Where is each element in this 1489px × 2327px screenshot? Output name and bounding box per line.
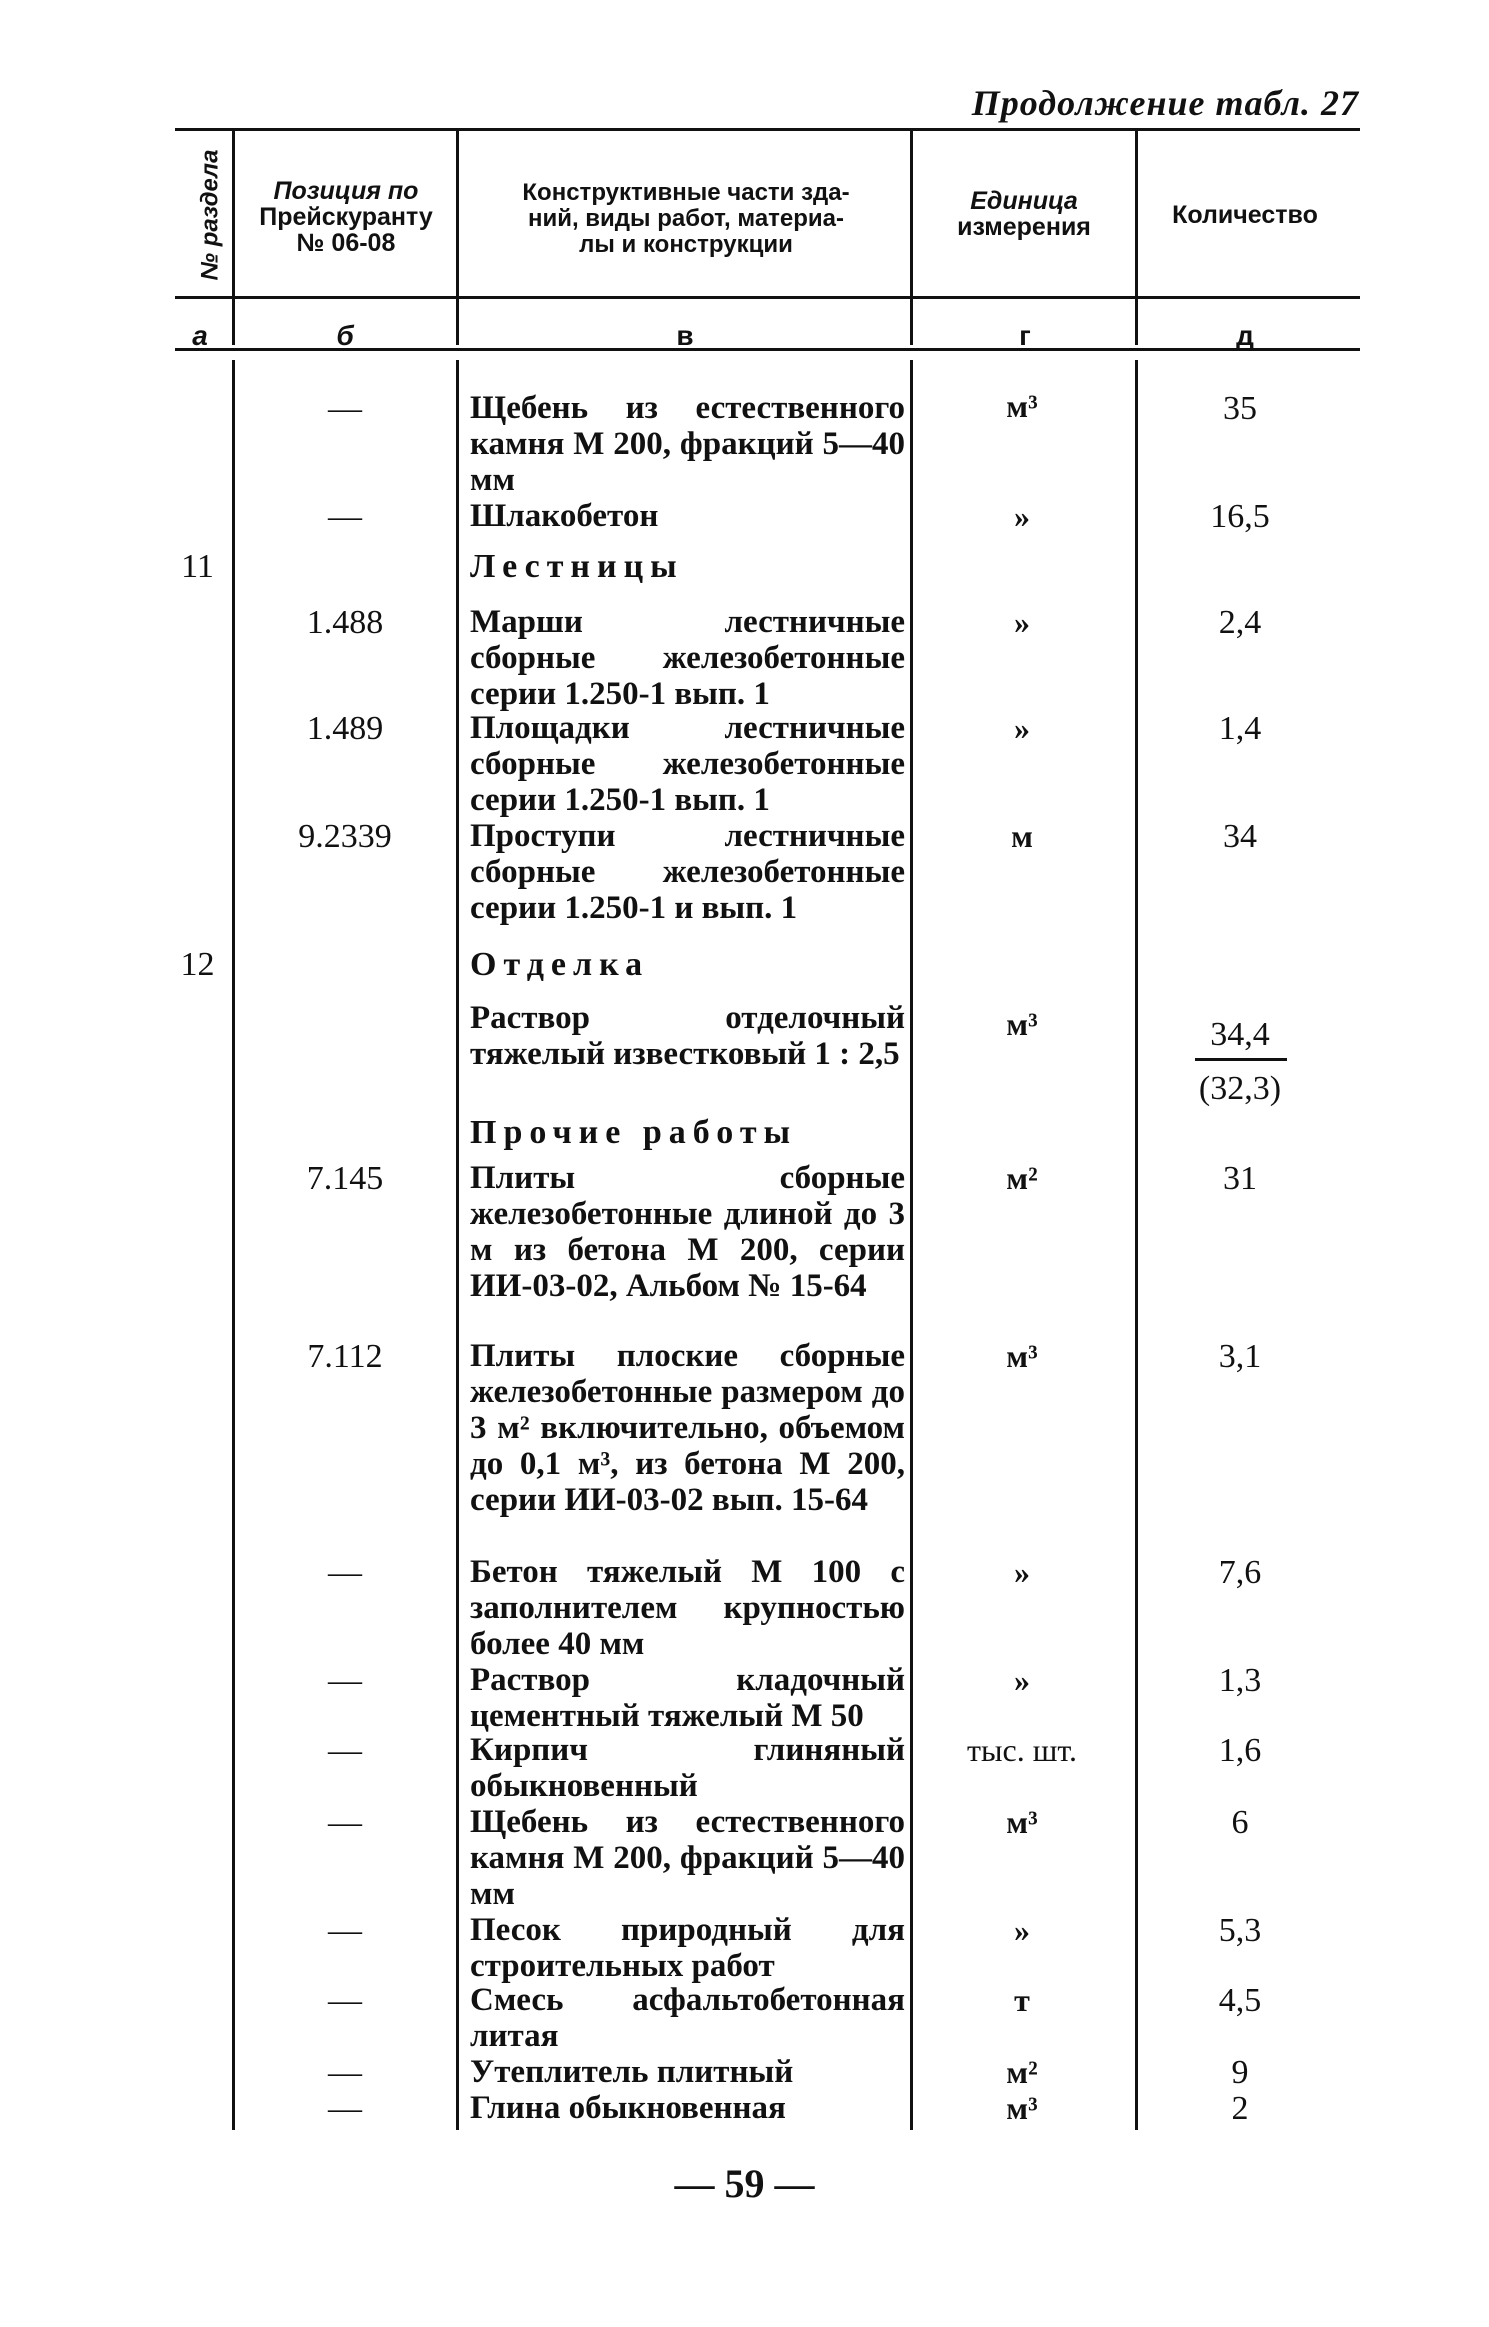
row-description: Раствор кладочный цементный тяжелый М 50 [470, 1662, 905, 1734]
header-divider [1135, 130, 1138, 345]
row-description: Раствор отделочный тяжелый известковый 1 : 2,5 [470, 1000, 905, 1072]
unit-of-measure: м³ [1006, 1804, 1038, 1840]
header-quantity: Количество [1172, 201, 1318, 229]
quantity-value: 31 [1223, 1160, 1257, 1197]
column-letter-b: б [336, 320, 354, 351]
row-description: Площадки лестничные сборные железобетонные серии 1.250-1 вып. 1 [470, 710, 905, 818]
quantity-value-secondary: (32,3) [1198, 1070, 1282, 1107]
quantity-value: 1,6 [1218, 1732, 1262, 1769]
quantity-value: 7,6 [1218, 1554, 1262, 1591]
column-letter-g: г [1019, 320, 1031, 351]
quantity-value: 1,3 [1218, 1662, 1262, 1699]
section-number: 11 [181, 548, 214, 585]
column-divider [232, 360, 235, 2130]
row-description: Бетон тяжелый М 100 с заполнителем крупностью более 40 мм [470, 1554, 905, 1662]
row-description: Смесь асфальтобетонная литая [470, 1982, 905, 2054]
unit-of-measure: » [1014, 604, 1030, 640]
column-divider [456, 360, 459, 2130]
position-code: — [328, 1554, 362, 1591]
top-rule [175, 128, 1360, 131]
quantity-value: 34,4 [1210, 1016, 1270, 1053]
unit-of-measure: » [1014, 498, 1030, 534]
row-description: Кирпич глиняный обыкновенный [470, 1732, 905, 1804]
quantity-value: 1,4 [1218, 710, 1262, 747]
column-letter-d: д [1236, 320, 1254, 351]
header-section-number: № раздела [196, 149, 223, 281]
quantity-value: 2 [1231, 2090, 1249, 2127]
position-code: 7.112 [307, 1338, 383, 1375]
position-code: — [328, 1662, 362, 1699]
position-code: — [328, 2054, 362, 2091]
row-description: Шлакобетон [470, 498, 659, 534]
fraction-bar [1195, 1058, 1287, 1061]
row-description: Глина обыкновенная [470, 2090, 786, 2126]
unit-of-measure: » [1014, 710, 1030, 746]
unit-of-measure: т [1014, 1982, 1030, 2018]
column-letter-v: в [676, 320, 694, 351]
position-code: — [328, 1732, 362, 1769]
quantity-value: 35 [1223, 390, 1257, 427]
quantity-value: 34 [1223, 818, 1257, 855]
section-number: 12 [180, 946, 215, 983]
quantity-value: 3,1 [1218, 1338, 1262, 1375]
row-description: Проступи лестничные сборные железобетонные серии 1.250-1 и вып. 1 [470, 818, 905, 926]
quantity-value: 16,5 [1210, 498, 1270, 535]
page-number: — 59 — [674, 2161, 815, 2206]
position-code: — [328, 390, 362, 427]
unit-of-measure: м³ [1006, 1006, 1038, 1042]
column-letter-a: а [192, 320, 208, 351]
quantity-value: 2,4 [1218, 604, 1262, 641]
header-divider [910, 130, 913, 345]
table-caption: Продолжение табл. 27 [971, 83, 1359, 123]
header-unit: Единица измерения [957, 187, 1091, 241]
section-heading: Отделка [470, 946, 650, 983]
unit-of-measure: м² [1006, 2054, 1038, 2090]
header-rule [175, 296, 1360, 299]
unit-of-measure: » [1014, 1912, 1030, 1948]
unit-of-measure: м³ [1006, 2090, 1038, 2126]
position-code: 1.489 [306, 710, 384, 747]
section-heading: Лестницы [470, 548, 684, 585]
row-description: Марши лестничные сборные железобетонные серии 1.250-1 вып. 1 [470, 604, 905, 712]
position-code: 1.488 [306, 604, 384, 641]
unit-of-measure: м³ [1006, 1338, 1038, 1374]
header-divider [456, 130, 459, 345]
quantity-value: 5,3 [1218, 1912, 1262, 1949]
row-description: Щебень из естественного камня М 200, фракций 5—40 мм [470, 1804, 905, 1912]
position-code: — [328, 2090, 362, 2127]
unit-of-measure: м³ [1006, 388, 1038, 424]
position-code: 7.145 [306, 1160, 384, 1197]
position-code: — [328, 1912, 362, 1949]
row-description: Песок природный для строительных работ [470, 1912, 905, 1984]
unit-of-measure: м² [1006, 1160, 1038, 1196]
row-description: Утеплитель плитный [470, 2054, 794, 2090]
quantity-value: 6 [1231, 1804, 1249, 1841]
unit-of-measure: » [1014, 1662, 1030, 1698]
quantity-value: 9 [1231, 2054, 1249, 2091]
row-description: Щебень из естественного камня М 200, фракций 5—40 мм [470, 390, 905, 498]
unit-of-measure: м [1011, 818, 1033, 854]
position-code: — [328, 1982, 362, 2019]
section-heading: Прочие работы [470, 1114, 798, 1151]
unit-of-measure: тыс. шт. [967, 1732, 1077, 1768]
header-position: Позиция по Прейскуранту № 06-08 [259, 177, 433, 257]
position-code: — [328, 1804, 362, 1841]
position-code: 9.2339 [298, 818, 392, 855]
position-code: — [328, 498, 362, 535]
row-description: Плиты плоские сборные железобетонные размером до 3 м² включительно, объемом до 0,1 м³, из бетона М 200, серии ИИ-03-02 вып. 15-64 [470, 1338, 905, 1518]
row-description: Плиты сборные железобетонные длиной до 3 м из бетона М 200, серии ИИ-03-02, Альбом № 15-64 [470, 1160, 905, 1304]
column-divider [1135, 360, 1138, 2130]
unit-of-measure: » [1014, 1554, 1030, 1590]
header-description: Конструктивные части зда- ний, виды работ, материа- лы и конструкции [522, 179, 850, 258]
quantity-value: 4,5 [1218, 1982, 1262, 2019]
